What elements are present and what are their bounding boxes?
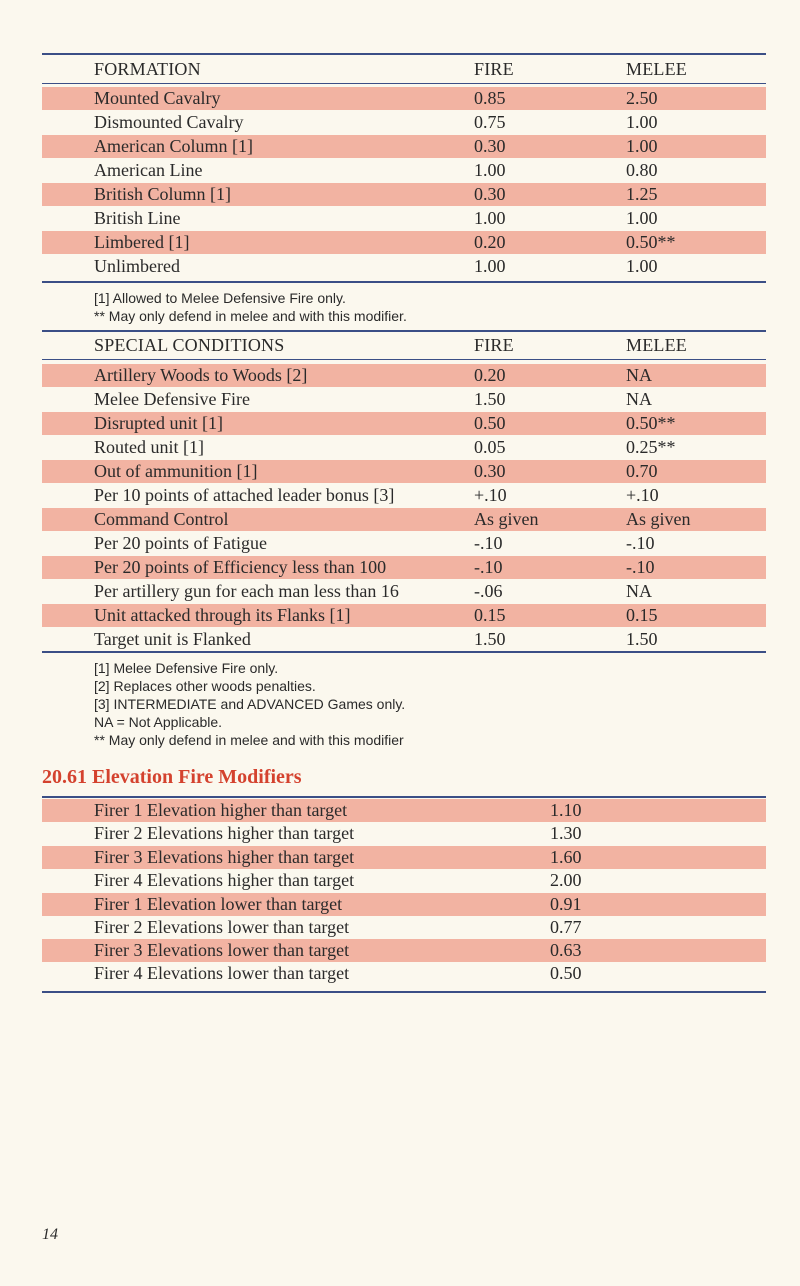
table-row — [42, 508, 766, 531]
row-label: British Column [1] — [94, 184, 232, 204]
table-row — [42, 460, 766, 483]
row-label: Firer 1 Elevation lower than target — [94, 894, 343, 914]
row-label: Dismounted Cavalry — [94, 112, 244, 132]
row-label: Per 20 points of Efficiency less than 100 — [94, 557, 387, 577]
table-row — [42, 532, 766, 555]
row-fire: 1.00 — [474, 256, 506, 276]
special-header-melee: MELEE — [626, 335, 687, 355]
table-row — [42, 799, 766, 822]
table-row — [42, 87, 766, 110]
row-value: 0.50 — [550, 963, 582, 983]
table-row — [42, 962, 766, 985]
row-melee: +.10 — [626, 485, 659, 505]
table-row — [42, 580, 766, 603]
row-label: Unit attacked through its Flanks [1] — [94, 605, 351, 625]
table-row — [42, 159, 766, 182]
row-fire: As given — [474, 509, 539, 529]
row-value: 2.00 — [550, 870, 582, 890]
row-label: Firer 3 Elevations higher than target — [94, 847, 355, 867]
table-row — [42, 364, 766, 387]
row-fire: 1.00 — [474, 208, 506, 228]
special-top-rule — [42, 330, 766, 332]
row-label: Firer 2 Elevations higher than target — [94, 823, 355, 843]
table-row — [42, 111, 766, 134]
row-label: Per artillery gun for each man less than 16 — [94, 581, 399, 601]
row-fire: 1.50 — [474, 629, 506, 649]
row-label: Per 20 points of Fatigue — [94, 533, 267, 553]
table-row — [42, 388, 766, 411]
row-fire: 0.75 — [474, 112, 506, 132]
note: NA = Not Applicable. — [94, 714, 223, 730]
row-value: 0.91 — [550, 894, 582, 914]
table-row — [42, 135, 766, 158]
row-value: 0.63 — [550, 940, 582, 960]
table-row — [42, 556, 766, 579]
formation-top-rule — [42, 53, 766, 55]
row-fire: 1.50 — [474, 389, 506, 409]
row-value: 1.30 — [550, 823, 582, 843]
row-label: Limbered [1] — [94, 232, 190, 252]
row-melee: 0.70 — [626, 461, 658, 481]
row-fire: 1.00 — [474, 160, 506, 180]
table-row — [42, 183, 766, 206]
row-melee: 1.00 — [626, 112, 658, 132]
row-fire: 0.20 — [474, 365, 506, 385]
row-melee: 1.00 — [626, 136, 658, 156]
row-fire: -.10 — [474, 533, 503, 553]
row-fire: 0.30 — [474, 184, 506, 204]
row-label: Target unit is Flanked — [94, 629, 251, 649]
row-melee: 0.50** — [626, 232, 676, 252]
row-fire: 0.05 — [474, 437, 506, 457]
row-fire: 0.15 — [474, 605, 506, 625]
row-melee: 0.50** — [626, 413, 676, 433]
table-row — [42, 846, 766, 869]
row-melee: 1.50 — [626, 629, 658, 649]
row-label: Artillery Woods to Woods [2] — [94, 365, 308, 385]
row-label: Firer 2 Elevations lower than target — [94, 917, 350, 937]
row-fire: 0.20 — [474, 232, 506, 252]
note: [1] Allowed to Melee Defensive Fire only. — [94, 290, 346, 306]
row-melee: NA — [626, 365, 652, 385]
table-row — [42, 869, 766, 892]
row-label: Command Control — [94, 509, 229, 529]
formation-bottom-rule — [42, 281, 766, 283]
note: [2] Replaces other woods penalties. — [94, 678, 316, 694]
row-label: Unlimbered — [94, 256, 180, 276]
special-header-label: SPECIAL CONDITIONS — [94, 335, 285, 355]
table-row — [42, 939, 766, 962]
row-value: 1.10 — [550, 800, 582, 820]
row-melee: -.10 — [626, 533, 655, 553]
row-label: Melee Defensive Fire — [94, 389, 250, 409]
special-header-fire: FIRE — [474, 335, 514, 355]
row-melee: 1.00 — [626, 256, 658, 276]
row-label: Firer 1 Elevation higher than target — [94, 800, 348, 820]
row-value: 1.60 — [550, 847, 582, 867]
formation-header-melee: MELEE — [626, 59, 687, 79]
row-melee: -.10 — [626, 557, 655, 577]
row-label: Per 10 points of attached leader bonus [3] — [94, 485, 395, 505]
note: ** May only defend in melee and with this modifier — [94, 732, 404, 748]
row-melee: As given — [626, 509, 691, 529]
page-number: 14 — [42, 1226, 58, 1243]
row-label: Firer 4 Elevations lower than target — [94, 963, 350, 983]
special-header — [42, 334, 766, 357]
row-melee: NA — [626, 389, 652, 409]
special-bottom-rule — [42, 651, 766, 653]
table-row — [42, 822, 766, 845]
elevation-bottom-rule — [42, 991, 766, 993]
row-melee: 0.25** — [626, 437, 676, 457]
table-row — [42, 231, 766, 254]
row-label: American Column [1] — [94, 136, 253, 156]
row-label: Mounted Cavalry — [94, 88, 221, 108]
table-row — [42, 604, 766, 627]
row-melee: 1.00 — [626, 208, 658, 228]
table-row — [42, 628, 766, 651]
row-label: British Line — [94, 208, 181, 228]
table-row — [42, 436, 766, 459]
row-label: Firer 4 Elevations higher than target — [94, 870, 355, 890]
row-fire: 0.30 — [474, 136, 506, 156]
special-notes — [94, 659, 405, 749]
formation-header-rule — [42, 83, 766, 84]
section-title: 20.61 Elevation Fire Modifiers — [42, 766, 302, 788]
row-value: 0.77 — [550, 917, 582, 937]
formation-header-label: FORMATION — [94, 59, 201, 79]
row-fire: -.06 — [474, 581, 503, 601]
row-label: American Line — [94, 160, 203, 180]
row-label: Out of ammunition [1] — [94, 461, 258, 481]
special-header-rule — [42, 359, 766, 360]
table-row — [42, 255, 766, 278]
table-row — [42, 484, 766, 507]
row-melee: 1.25 — [626, 184, 658, 204]
row-melee: NA — [626, 581, 652, 601]
note: [1] Melee Defensive Fire only. — [94, 660, 279, 676]
row-fire: 0.30 — [474, 461, 506, 481]
row-fire: +.10 — [474, 485, 507, 505]
note: ** May only defend in melee and with this modifier. — [94, 308, 407, 324]
row-fire: -.10 — [474, 557, 503, 577]
row-melee: 2.50 — [626, 88, 658, 108]
elevation-top-rule — [42, 796, 766, 798]
row-label: Routed unit [1] — [94, 437, 204, 457]
row-label: Disrupted unit [1] — [94, 413, 223, 433]
table-row — [42, 207, 766, 230]
row-fire: 0.85 — [474, 88, 506, 108]
formation-header-fire: FIRE — [474, 59, 514, 79]
formation-notes — [94, 289, 407, 325]
row-melee: 0.15 — [626, 605, 658, 625]
table-row — [42, 412, 766, 435]
note: [3] INTERMEDIATE and ADVANCED Games only. — [94, 696, 406, 712]
formation-header — [42, 58, 766, 81]
table-row — [42, 916, 766, 939]
row-label: Firer 3 Elevations lower than target — [94, 940, 350, 960]
row-fire: 0.50 — [474, 413, 506, 433]
row-melee: 0.80 — [626, 160, 658, 180]
table-row — [42, 893, 766, 916]
